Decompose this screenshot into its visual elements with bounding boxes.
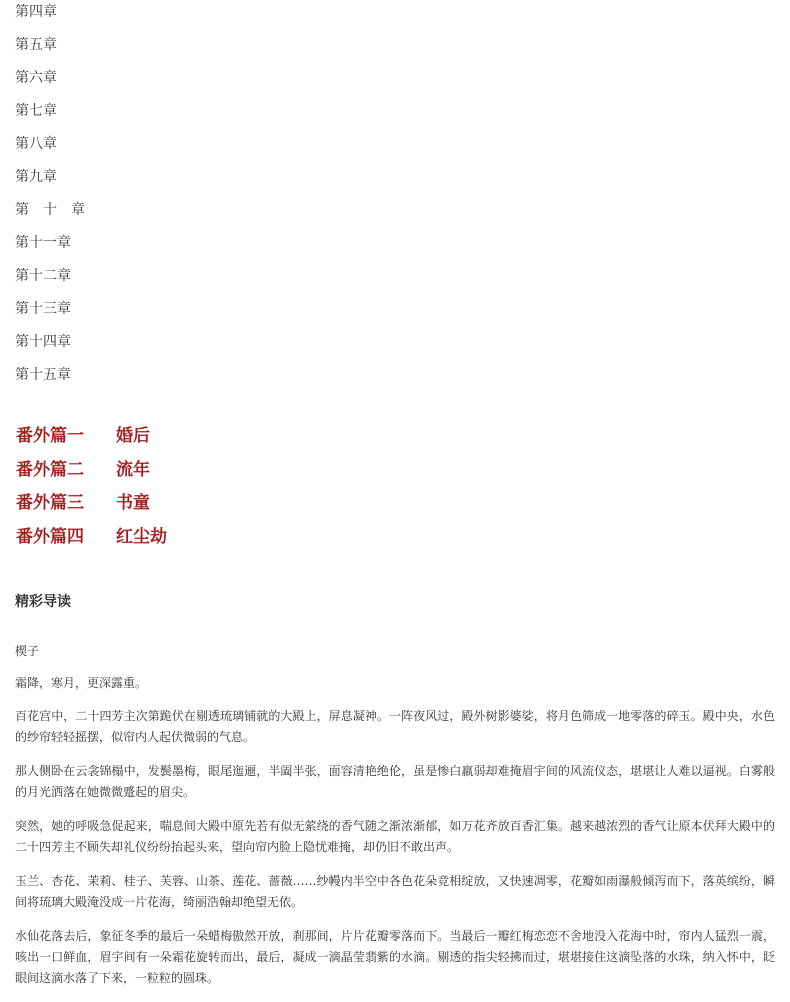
extra-item-label: 番外篇四 [16,527,84,548]
extra-item-title: 婚后 [116,426,150,446]
excerpt-paragraph: 水仙花落去后，象征冬季的最后一朵蜡梅傲然开放，刹那间，片片花瓣零落而下。当最后一瓣红梅恋恋不舍地没入花海中时，帘内人猛烈一震，咳出一口鲜血，眉宇间有一朵霜花旋转而出，最后，凝成一滴晶莹翡紫的水滴。剔透的指尖轻拂而过，堪堪接住这滴坠落的水珠，纳入怀中，眨眼间这滴水落了下来，一粒粒的圆珠。 [15,929,775,985]
reading-excerpt [15,641,775,1002]
excerpt-paragraph: 霜降，寒月，更深露重。 [15,676,148,690]
chapter-item-14[interactable]: 第十四章 [15,334,71,350]
chapter-item-10[interactable]: 第 十 章 [15,202,85,218]
excerpt-paragraph: 突然，她的呼吸急促起来，喘息间大殿中原先若有似无萦绕的香气随之渐浓渐郁，如万花齐放百香汇集。越来越浓烈的香气让原本伏拜大殿中的二十四芳主不顾失却礼仪纷纷抬起头来，望向帘内脸上隐忧难掩，却仍旧不敢出声。 [15,819,775,854]
prologue-title: 楔子 [15,644,40,658]
chapter-item-4[interactable]: 第四章 [15,4,57,20]
excerpt-paragraph: 那人侧卧在云衾锦榻中，发鬓墨梅，眼尾迤逦，半阖半张，面容清艳绝伦，虽是惨白羸弱却难掩眉宇间的风流仪态，堪堪让人难以逼视。白雾般的月光洒落在她微微蹙起的眉尖。 [15,764,775,799]
extra-item-title: 书童 [116,493,150,514]
extra-item-label: 番外篇三 [16,493,84,514]
excerpt-paragraph: 百花宫中，二十四芳主次第跪伏在剔透琉璃铺就的大殿上，屏息凝神。一阵夜风过，殿外树影婆娑，将月色筛成一地零落的碎玉。殿中央，水色的纱帘轻轻摇摆，似帘内人起伏微弱的气息。 [15,709,775,744]
chapter-item-15[interactable]: 第十五章 [15,367,71,383]
chapter-item-6[interactable]: 第六章 [15,70,57,86]
extra-item-1[interactable] [16,424,167,458]
extra-item-4[interactable] [16,525,167,559]
chapter-item-13[interactable]: 第十三章 [15,301,71,317]
extra-item-title: 红尘劫 [116,527,167,548]
extra-item-2[interactable] [16,458,167,492]
reading-heading: 精彩导读 [15,594,71,610]
chapter-item-8[interactable]: 第八章 [15,136,57,152]
excerpt-paragraph: 玉兰、杏花、茉莉、桂子、芙蓉、山茶、莲花、蔷薇……纱幔内半空中各色花朵竞相绽放，又快速凋零，花瓣如雨瀑般倾泻而下，落英缤纷，瞬间将琉璃大殿淹没成一片花海，绮丽浩翰却绝望无依。 [15,874,775,909]
extra-item-label: 番外篇一 [16,426,84,446]
extra-chapter-list [16,424,167,559]
chapter-item-12[interactable]: 第十二章 [15,268,71,284]
chapter-item-11[interactable]: 第十一章 [15,235,71,251]
extra-item-label: 番外篇二 [16,459,84,480]
chapter-item-5[interactable]: 第五章 [15,37,57,53]
chapter-item-9[interactable]: 第九章 [15,169,57,185]
chapter-list [15,2,85,398]
extra-item-3[interactable] [16,491,167,525]
chapter-item-7[interactable]: 第七章 [15,103,57,119]
extra-item-title: 流年 [116,459,150,480]
